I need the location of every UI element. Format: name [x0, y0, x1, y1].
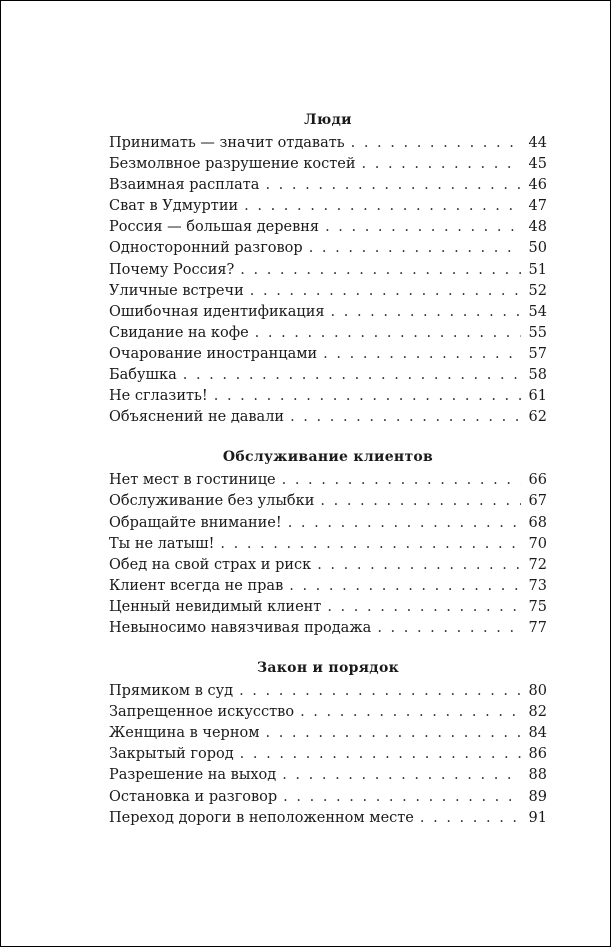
dot-leader — [289, 576, 521, 597]
toc-entry[interactable] — [109, 217, 547, 238]
dot-leader — [250, 281, 521, 302]
toc-entry[interactable] — [109, 513, 547, 534]
table-of-contents — [109, 110, 547, 829]
dot-leader — [420, 808, 521, 829]
entry-title: Ошибочная идентификация — [109, 303, 325, 320]
toc-entry[interactable] — [109, 597, 547, 618]
entry-title: Очарование иностранцами — [109, 345, 318, 362]
toc-entry[interactable] — [109, 407, 547, 428]
dot-leader — [239, 681, 521, 702]
section-heading: Обслуживание клиентов — [222, 449, 434, 466]
toc-entry[interactable] — [109, 302, 547, 323]
entry-title: Нет мест в гостинице — [109, 472, 276, 489]
entry-title: Свидание на кофе — [109, 324, 249, 341]
dot-leader — [220, 534, 521, 555]
dot-leader — [309, 238, 521, 259]
entry-title: Принимать — значит отдавать — [109, 135, 345, 151]
dot-leader — [240, 744, 521, 765]
page-number: 46 — [528, 177, 547, 194]
entry-title: Россия — большая деревня — [109, 219, 320, 236]
page-number: 44 — [528, 135, 547, 151]
entry-title: Односторонний разговор — [109, 240, 303, 257]
dot-leader — [377, 618, 521, 639]
toc-entry[interactable] — [109, 787, 547, 808]
entry-title: Сват в Удмуртии — [109, 198, 239, 215]
toc-entry[interactable] — [109, 681, 547, 702]
page-number: 89 — [528, 788, 547, 805]
page-number: 57 — [528, 345, 547, 362]
page-number: 48 — [528, 219, 547, 236]
page-number: 77 — [528, 619, 547, 636]
dot-leader — [327, 597, 521, 618]
toc-entry[interactable] — [109, 386, 547, 407]
toc-entry[interactable] — [109, 702, 547, 723]
entry-title: Взаимная расплата — [109, 177, 260, 194]
toc-entry[interactable] — [109, 260, 547, 281]
toc-entry[interactable] — [109, 808, 547, 829]
dot-leader — [317, 555, 521, 576]
entry-title: Остановка и разговор — [109, 788, 278, 805]
page-number: 72 — [528, 556, 547, 573]
toc-entry[interactable] — [109, 344, 547, 365]
entry-title: Объяснений не давали — [109, 409, 285, 426]
entry-title: Клиент всегда не прав — [109, 577, 284, 594]
toc-entry[interactable] — [109, 618, 547, 639]
dot-leader — [320, 491, 521, 512]
page-number: 47 — [528, 198, 547, 215]
toc-entry[interactable] — [109, 491, 547, 512]
entry-title: Разрешение на выход — [109, 767, 277, 784]
entry-title: Безмолвное разрушение костей — [109, 156, 356, 173]
dot-leader — [325, 217, 521, 238]
entry-title: Уличные встречи — [109, 282, 244, 299]
entry-title: Запрещенное искусство — [109, 704, 295, 721]
entry-title: Обед на свой страх и риск — [109, 556, 312, 573]
page-number: 84 — [528, 725, 547, 742]
page-number: 52 — [528, 282, 547, 299]
dot-leader — [183, 365, 521, 386]
page-number: 58 — [528, 367, 547, 384]
page-number: 55 — [528, 324, 547, 341]
dot-leader — [266, 723, 522, 744]
entry-title: Прямиком в суд — [109, 683, 234, 700]
toc-entry[interactable] — [109, 576, 547, 597]
toc-entry[interactable] — [109, 175, 547, 196]
entry-title: Переход дороги в неположенном месте — [109, 809, 414, 826]
toc-entry[interactable] — [109, 765, 547, 786]
toc-entry[interactable] — [109, 555, 547, 576]
dot-leader — [214, 386, 521, 407]
dot-leader — [290, 407, 521, 428]
page-number: 82 — [528, 704, 547, 721]
entry-title: Ценный невидимый клиент — [109, 598, 322, 615]
page-number: 88 — [528, 767, 547, 784]
entry-title: Обращайте внимание! — [109, 514, 282, 531]
dot-leader — [283, 787, 521, 808]
entry-title: Ты не латыш! — [109, 535, 215, 552]
page-number: 68 — [528, 514, 547, 531]
page-number: 45 — [528, 156, 547, 173]
toc-entry[interactable] — [109, 470, 547, 491]
dot-leader — [244, 196, 521, 217]
entry-title: Почему Россия? — [109, 261, 235, 278]
entry-title: Невыносимо навязчивая продажа — [109, 619, 372, 636]
page-number: 67 — [528, 493, 547, 510]
dot-leader — [323, 344, 521, 365]
toc-entry[interactable] — [109, 154, 547, 175]
dot-leader — [240, 260, 521, 281]
page-number: 70 — [528, 535, 547, 552]
toc-entry[interactable] — [109, 534, 547, 555]
section-heading: Закон и порядок — [257, 660, 399, 677]
toc-entry[interactable] — [109, 238, 547, 259]
dot-leader — [288, 513, 521, 534]
toc-entry[interactable] — [109, 133, 547, 154]
page-number: 54 — [528, 303, 547, 320]
entry-title: Обслуживание без улыбки — [109, 493, 315, 510]
dot-leader — [255, 323, 521, 344]
toc-entry[interactable] — [109, 744, 547, 765]
entry-title: Не сглазить! — [109, 388, 208, 405]
page-number: 80 — [528, 683, 547, 700]
toc-entry[interactable] — [109, 196, 547, 217]
toc-entry[interactable] — [109, 281, 547, 302]
dot-leader — [282, 765, 521, 786]
entry-title: Женщина в черном — [109, 725, 260, 742]
section-heading: Люди — [304, 112, 352, 128]
page-number: 62 — [528, 409, 547, 426]
page-number: 66 — [528, 472, 547, 489]
page-number: 73 — [528, 577, 547, 594]
dot-leader — [331, 302, 521, 323]
dot-leader — [265, 175, 521, 196]
entry-title: Бабушка — [109, 367, 177, 384]
toc-entry[interactable] — [109, 723, 547, 744]
dot-leader — [362, 154, 521, 175]
entry-title: Закрытый город — [109, 746, 234, 763]
dot-leader — [300, 702, 521, 723]
page-number: 86 — [528, 746, 547, 763]
page-number: 91 — [528, 809, 547, 826]
page-number: 50 — [528, 240, 547, 257]
page-number: 61 — [528, 388, 547, 405]
dot-leader — [351, 133, 521, 154]
dot-leader — [282, 470, 521, 491]
page-number: 51 — [528, 261, 547, 278]
toc-entry[interactable] — [109, 365, 547, 386]
page-number: 75 — [528, 598, 547, 615]
toc-entry[interactable] — [109, 323, 547, 344]
